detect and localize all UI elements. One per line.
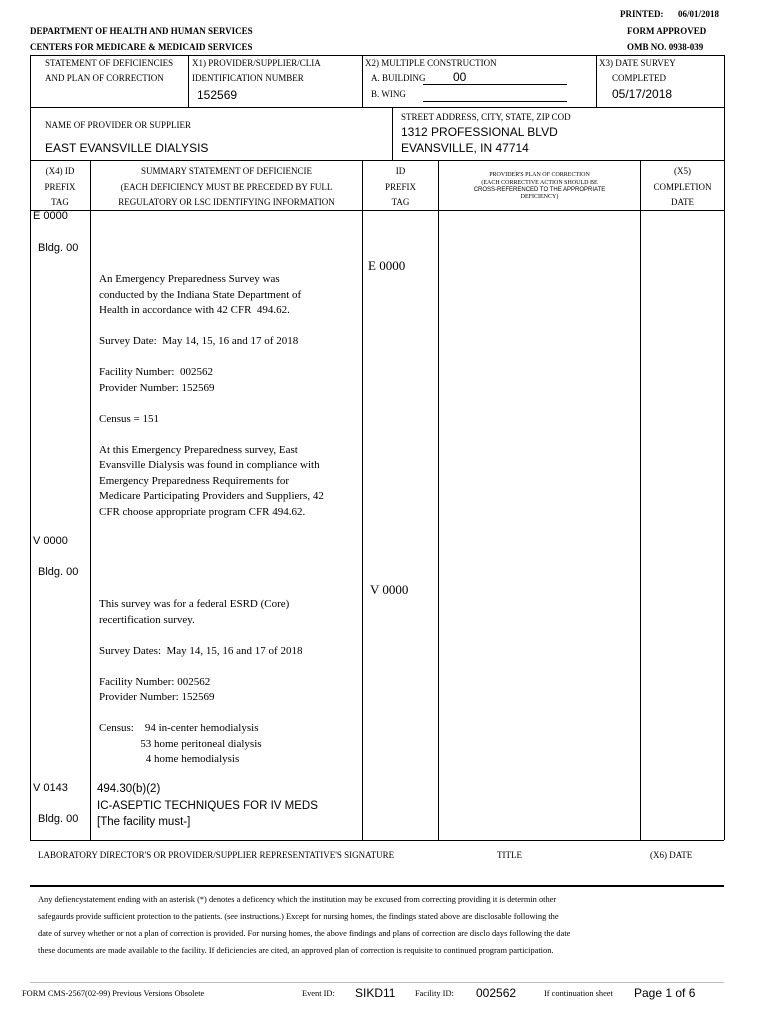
x3-value: 05/17/2018	[612, 87, 673, 101]
x1-label-1: X1) PROVIDER/SUPPLIER/CLIA	[192, 58, 321, 68]
statement-label-1: STATEMENT OF DEFICIENCIES	[45, 58, 174, 68]
building-underline	[423, 84, 567, 85]
building-label: A. BUILDING	[371, 73, 426, 83]
printed-date: 06/01/2018	[678, 9, 720, 19]
wing-label: B. WING	[371, 89, 406, 99]
summary-header-2: (EACH DEFICIENCY MUST BE PRECEDED BY FULL	[120, 182, 333, 192]
title-label: TITLE	[497, 850, 522, 860]
id-header-3: TAG	[391, 197, 410, 207]
rule	[188, 55, 189, 107]
plan-header-1: PROVIDER'S PLAN OF CORRECTION	[489, 172, 590, 178]
footnote-text: Any defiencystatement ending with an asterisk (*) denotes a deficency which the institution may be excused from correcting providing it is determin other safegaurds provide sufficient protection to the patients. (see instructions.) Except for nursing homes, the findings stated above are disclosable following the date of survey whether or not a plan of correction is provided. For nursing homes, the above findings and plans of correction are disclo days following the date these documents are made available to the facility. If deficiencies are cited, an approved plan of correction is requisite to continued program participation.	[38, 895, 571, 955]
rule	[392, 107, 393, 160]
column-rule	[90, 160, 91, 840]
e-right-tag: E 0000	[368, 258, 406, 273]
e-tag: E 0000	[33, 210, 68, 222]
plan-header-2: (EACH CORRECTIVE ACTION SHOULD BE	[481, 180, 598, 186]
department-title: DEPARTMENT OF HEALTH AND HUMAN SERVICES	[30, 26, 253, 36]
provider-name: EAST EVANSVILLE DIALYSIS	[45, 141, 209, 155]
x1-label-2: IDENTIFICATION NUMBER	[192, 73, 304, 83]
rule	[30, 840, 724, 841]
x5-header-1: (X5)	[674, 166, 691, 176]
summary-header-3: REGULATORY OR LSC IDENTIFYING INFORMATION	[118, 197, 335, 207]
statement-label-2: AND PLAN OF CORRECTION	[45, 73, 164, 83]
provider-name-label: NAME OF PROVIDER OR SUPPLIER	[45, 120, 192, 130]
rule	[30, 885, 724, 887]
column-rule	[640, 160, 641, 840]
centers-title: CENTERS FOR MEDICARE & MEDICAID SERVICES	[30, 42, 253, 52]
facility-id-value: 002562	[476, 986, 517, 1000]
rule	[30, 160, 724, 161]
v-right-tag: V 0000	[370, 582, 409, 597]
x4-header-2: PREFIX	[44, 182, 76, 192]
date-label: (X6) DATE	[650, 850, 693, 860]
v-summary-text: This survey was for a federal ESRD (Core) recertification survey. Survey Dates: May 14, 15, 16 and 17 of 2018 Facility Number: 002562 Provider Number: 152569 Census: 94 in-center hemodialysis 53 home peritoneal dialysis 4 home hemodialysis	[99, 598, 303, 765]
id-header-2: PREFIX	[384, 182, 416, 192]
rule	[362, 55, 363, 107]
v143-summary-text: 494.30(b)(2) IC-ASEPTIC TECHNIQUES FOR IV MEDS [The facility must-]	[97, 783, 318, 828]
rule	[30, 982, 724, 983]
x5-header-3: DATE	[671, 197, 694, 207]
page-number: Page 1 of 6	[634, 986, 696, 1000]
rule	[724, 55, 725, 840]
summary-header-1: SUMMARY STATEMENT OF DEFICIENCIE	[140, 166, 313, 176]
printed-label: PRINTED:	[620, 9, 664, 19]
rule	[30, 107, 724, 108]
event-id-label: Event ID:	[302, 989, 335, 998]
wing-underline	[423, 101, 567, 102]
facility-id-label: Facility ID:	[415, 989, 454, 998]
e-summary-text: An Emergency Preparedness Survey was conducted by the Indiana State Department of Health in accordance with 42 CFR 494.62. Survey Date: May 14, 15, 16 and 17 of 2018 Facility Number: 002562 Provider Number: 152569 Census = 151 At this Emergency Preparedness survey, East Evansville Dialysis was found in compliance with Emergency Preparedness Requirements for Medicare Participating Providers and Suppliers, 42 CFR choose appropriate program CFR 494.62.	[99, 273, 324, 518]
x4-header-3: TAG	[51, 197, 69, 207]
rule	[30, 210, 724, 211]
x3-label-1: X3) DATE SURVEY	[599, 58, 676, 68]
v143-bldg: Bldg. 00	[38, 813, 79, 825]
id-header-1: ID	[395, 166, 406, 176]
address-line-1: 1312 PROFESSIONAL BLVD	[401, 125, 558, 139]
v-bldg: Bldg. 00	[38, 566, 79, 578]
building-value: 00	[453, 70, 467, 84]
director-signature-label: LABORATORY DIRECTOR'S OR PROVIDER/SUPPLIER REPRESENTATIVE'S SIGNATURE	[38, 850, 395, 860]
column-rule	[362, 160, 363, 840]
form-approved: FORM APPROVED	[627, 26, 707, 36]
x4-header-1: (X4) ID	[45, 166, 75, 176]
e-bldg: Bldg. 00	[38, 242, 79, 254]
x5-header-2: COMPLETION	[653, 182, 712, 192]
v-tag: V 0000	[33, 535, 68, 547]
rule	[596, 55, 597, 107]
continuation-label: If continuation sheet	[544, 989, 613, 998]
address-label: STREET ADDRESS, CITY, STATE, ZIP COD	[401, 112, 571, 122]
address-line-2: EVANSVILLE, IN 47714	[401, 141, 529, 155]
form-number: FORM CMS-2567(02-99) Previous Versions Obsolete	[22, 989, 205, 998]
v143-tag: V 0143	[33, 782, 68, 794]
event-id-value: SIKD11	[355, 986, 396, 1000]
x1-value: 152569	[197, 88, 238, 102]
column-rule	[438, 160, 439, 840]
x2-label: X2) MULTIPLE CONSTRUCTION	[365, 58, 497, 68]
plan-header-4: DEFICIENCY)	[520, 194, 559, 200]
rule	[30, 55, 724, 56]
omb-number: OMB NO. 0938-039	[627, 42, 704, 52]
x3-label-2: COMPLETED	[612, 73, 666, 83]
plan-header-3: CROSS-REFERENCED TO THE APPROPRIATE	[473, 187, 606, 193]
